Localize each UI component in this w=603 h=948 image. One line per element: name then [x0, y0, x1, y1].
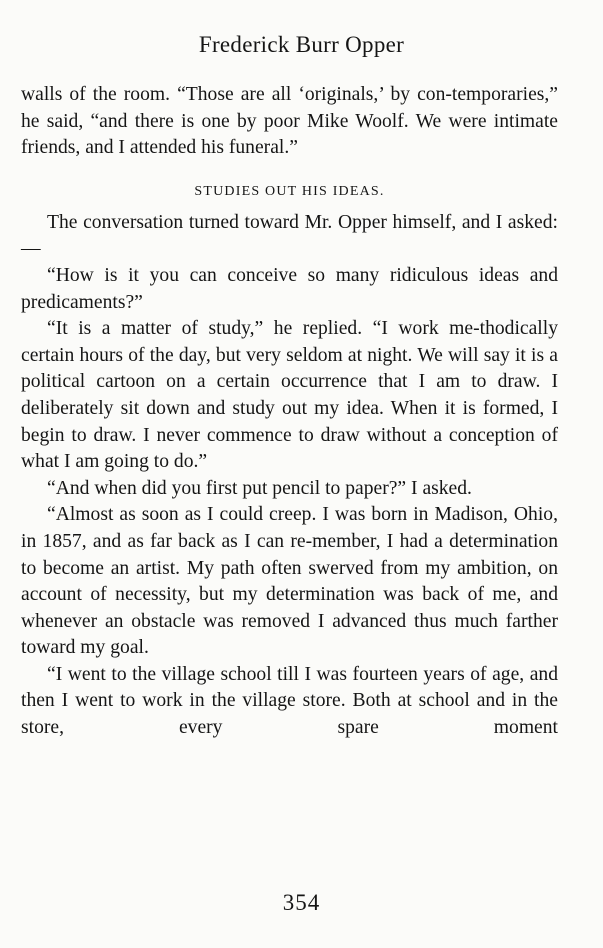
- paragraph: “How is it you can conceive so many ridiculous ideas and predicaments?”: [21, 264, 558, 313]
- paragraph: “And when did you first put pencil to paper?” I asked.: [47, 477, 472, 499]
- page-number: 354: [282, 890, 321, 915]
- section-subhead: STUDIES OUT HIS IDEAS.: [194, 183, 385, 199]
- paragraph: “Almost as soon as I could creep. I was born in Madison, Ohio, in 1857, and as far back as I can re-member, I had a determination to become an artist. My path often swerved from my ambition, on account of necessity, but my determination was back of me, and whenever an obstacle was removed I advanced thus much farther toward my goal.: [21, 504, 558, 659]
- paragraph: “It is a matter of study,” he replied. “I work me-thodically certain hours of the day, but very seldom at night. We will say it is a political cartoon on a certain occurrence that I am to draw. I deliberately sit down and study out my idea. When it is formed, I begin to draw. I never commence to draw without a conception of what I am going to do.”: [21, 318, 558, 473]
- body-text: [21, 82, 558, 742]
- paragraph: The conversation turned toward Mr. Opper himself, and I asked:—: [21, 211, 558, 260]
- running-head: Frederick Burr Opper: [198, 32, 405, 57]
- paragraph: “I went to the village school till I was fourteen years of age, and then I went to work in the village store. Both at school and in the store, every spare moment: [21, 663, 558, 739]
- paragraph-continued: walls of the room. “Those are all ‘originals,’ by con-temporaries,” he said, “and there is one by poor Mike Woolf. We were intimate friends, and I attended his funeral.”: [21, 84, 558, 159]
